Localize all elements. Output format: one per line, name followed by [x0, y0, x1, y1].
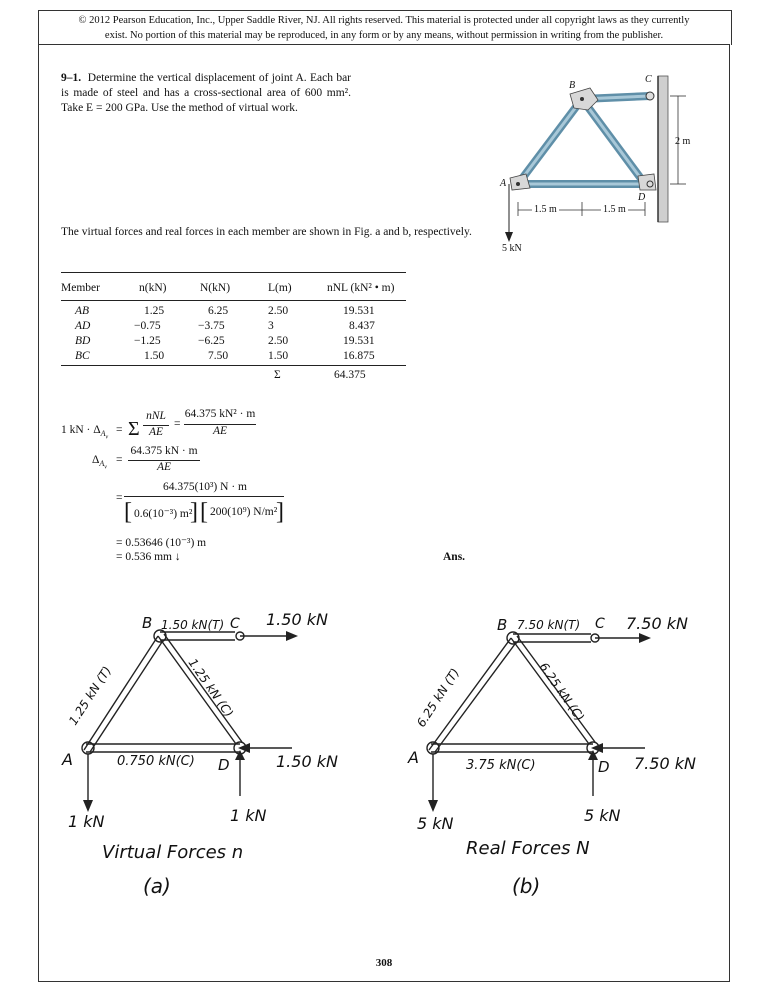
cell-L: 2.50	[268, 305, 289, 317]
fig-b-ad-force: 3.75 kN(C)	[466, 758, 536, 773]
fig-a-caption: Virtual Forces n	[102, 842, 244, 863]
joint-a-plate	[510, 174, 530, 190]
truss-diagram	[500, 74, 705, 264]
eq2-equals: =	[116, 454, 123, 466]
copyright-line-2: exist. No portion of this material may be reproduced, in any form or by any means, without permission in writing from the publisher.	[104, 30, 664, 41]
fig-a-ad-force: 0.750 kN(C)	[117, 754, 195, 769]
cell-member: AD	[75, 320, 91, 332]
copyright-line-1: © 2012 Pearson Education, Inc., Upper Saddle River, NJ. All rights reserved. This material is protected under all copyright laws as they currently	[78, 15, 690, 26]
cell-nNL: 19.531	[343, 305, 375, 317]
fig-b-label-d: D	[598, 758, 610, 776]
fig-b-label-c: C	[595, 616, 605, 632]
load-label: 5 kN	[502, 243, 522, 254]
eq1-equals-2: =	[174, 418, 181, 430]
eq3-den-area: 0.6(10⁻³) m²	[134, 508, 193, 520]
fig-b-label-b: B	[497, 616, 508, 634]
fig-a-ab-force: 1.25 kN (T)	[66, 663, 115, 728]
col-member: Member	[61, 282, 100, 294]
cell-member: AB	[75, 305, 90, 317]
eq1-sigma: Σ	[128, 418, 140, 440]
copyright-notice	[38, 13, 730, 43]
cell-member: BD	[75, 335, 91, 347]
fig-b-a-load: 5 kN	[417, 814, 454, 833]
eq3-equals: =	[116, 492, 123, 504]
dim-span-2: 1.5 m	[603, 204, 626, 215]
problem-statement	[61, 71, 351, 116]
intro-text: The virtual forces and real forces in each member are shown in Fig. a and b, respectively.	[61, 226, 472, 238]
fig-a-label-a: A	[62, 750, 73, 769]
col-nNL: nNL (kN² • m)	[327, 282, 395, 294]
eq3-bar	[124, 496, 284, 497]
cell-n: −1.25	[134, 335, 161, 347]
fig-a-tag: (a)	[143, 874, 171, 898]
page-number: 308	[375, 957, 393, 969]
cell-N: 7.50	[208, 350, 229, 362]
fig-a-label-b: B	[142, 614, 153, 632]
fig-a-a-load: 1 kN	[68, 812, 105, 831]
eq3-den-modulus: 200(10⁹) N/m²	[210, 506, 278, 518]
label-d: D	[638, 192, 646, 203]
eq2-num: 64.375 kN · m	[130, 445, 198, 457]
eq3-num: 64.375(10³) N · m	[163, 481, 247, 493]
cell-n: 1.25	[144, 305, 165, 317]
cell-n: 1.50	[144, 350, 165, 362]
eq1-num: nNL	[146, 410, 166, 422]
fig-b-c-load: 7.50 kN	[626, 614, 688, 633]
label-c: C	[645, 74, 652, 85]
eq2-den: AE	[156, 461, 172, 473]
dim-span-1: 1.5 m	[534, 204, 557, 215]
fig-a-d-load: 1.50 kN	[276, 752, 338, 771]
fig-b-caption: Real Forces N	[466, 838, 590, 859]
joint-d-plate	[638, 174, 656, 190]
cell-nNL: 19.531	[343, 335, 375, 347]
col-L: L(m)	[268, 282, 292, 294]
eq2-lhs: $\Delta_{A_v}$	[92, 454, 107, 471]
cell-N: 6.25	[208, 305, 229, 317]
eq1-lhs: 1 kN · $\Delta_{A_v}$	[61, 424, 109, 441]
fig-b-tag: (b)	[512, 874, 541, 898]
fig-b-d-reaction: 5 kN	[584, 806, 621, 825]
eq4-result: = 0.53646 (10⁻³) m	[116, 537, 207, 549]
cell-N: −6.25	[198, 335, 225, 347]
fig-b-bc-force: 7.50 kN(T)	[517, 618, 581, 632]
table-header-rule	[61, 300, 406, 301]
eq1-den-2: AE	[212, 425, 228, 437]
problem-text: Determine the vertical displacement of joint A. Each bar is made of steel and has a cross-sectional area of 600 mm². Take E = 200 GPa. Use the method of virtual work.	[61, 72, 352, 114]
dim-height: 2 m	[675, 136, 691, 147]
table-bottom-rule	[61, 365, 406, 366]
label-a: A	[500, 178, 507, 189]
table-top-rule	[61, 272, 406, 273]
fig-a-bc-force: 1.50 kN(T)	[161, 618, 225, 632]
fig-a-bd-force: 1.25 kN (C)	[185, 656, 237, 720]
cell-n: −0.75	[134, 320, 161, 332]
fig-a-label-c: C	[230, 616, 240, 632]
cell-L: 3	[268, 320, 274, 332]
eq5-result: = 0.536 mm ↓	[116, 551, 181, 563]
fig-a-c-load: 1.50 kN	[266, 610, 328, 629]
problem-number: 9–1.	[61, 72, 82, 84]
fig-a-label-d: D	[218, 756, 230, 774]
cell-L: 1.50	[268, 350, 289, 362]
cell-member: BC	[75, 350, 90, 362]
col-N: N(kN)	[200, 282, 231, 294]
cell-nNL: 16.875	[343, 350, 375, 362]
eq3-den: [ 0.6(10⁻³) m² ] [ 200(10⁹) N/m² ]	[124, 499, 284, 525]
eq1-equals: =	[116, 424, 123, 436]
fig-b-ab-force: 6.25 kN (T)	[414, 665, 463, 730]
label-b: B	[569, 80, 576, 91]
fig-b-bd-force: 6.25 kN (C)	[536, 660, 588, 724]
cell-N: −3.75	[198, 320, 225, 332]
col-n: n(kN)	[139, 282, 167, 294]
fig-b-d-load: 7.50 kN	[634, 754, 696, 773]
sum-symbol: Σ	[274, 369, 281, 381]
eq1-den: AE	[148, 426, 164, 438]
answer-label: Ans.	[443, 551, 466, 563]
sum-value: 64.375	[334, 369, 366, 381]
pin-c	[646, 92, 654, 100]
wall-support	[658, 76, 668, 222]
fig-b-label-a: A	[408, 748, 419, 767]
eq1-num-2: 64.375 kN² · m	[184, 408, 256, 420]
cell-nNL: 8.437	[349, 320, 375, 332]
fig-a-d-reaction: 1 kN	[230, 806, 267, 825]
cell-L: 2.50	[268, 335, 289, 347]
